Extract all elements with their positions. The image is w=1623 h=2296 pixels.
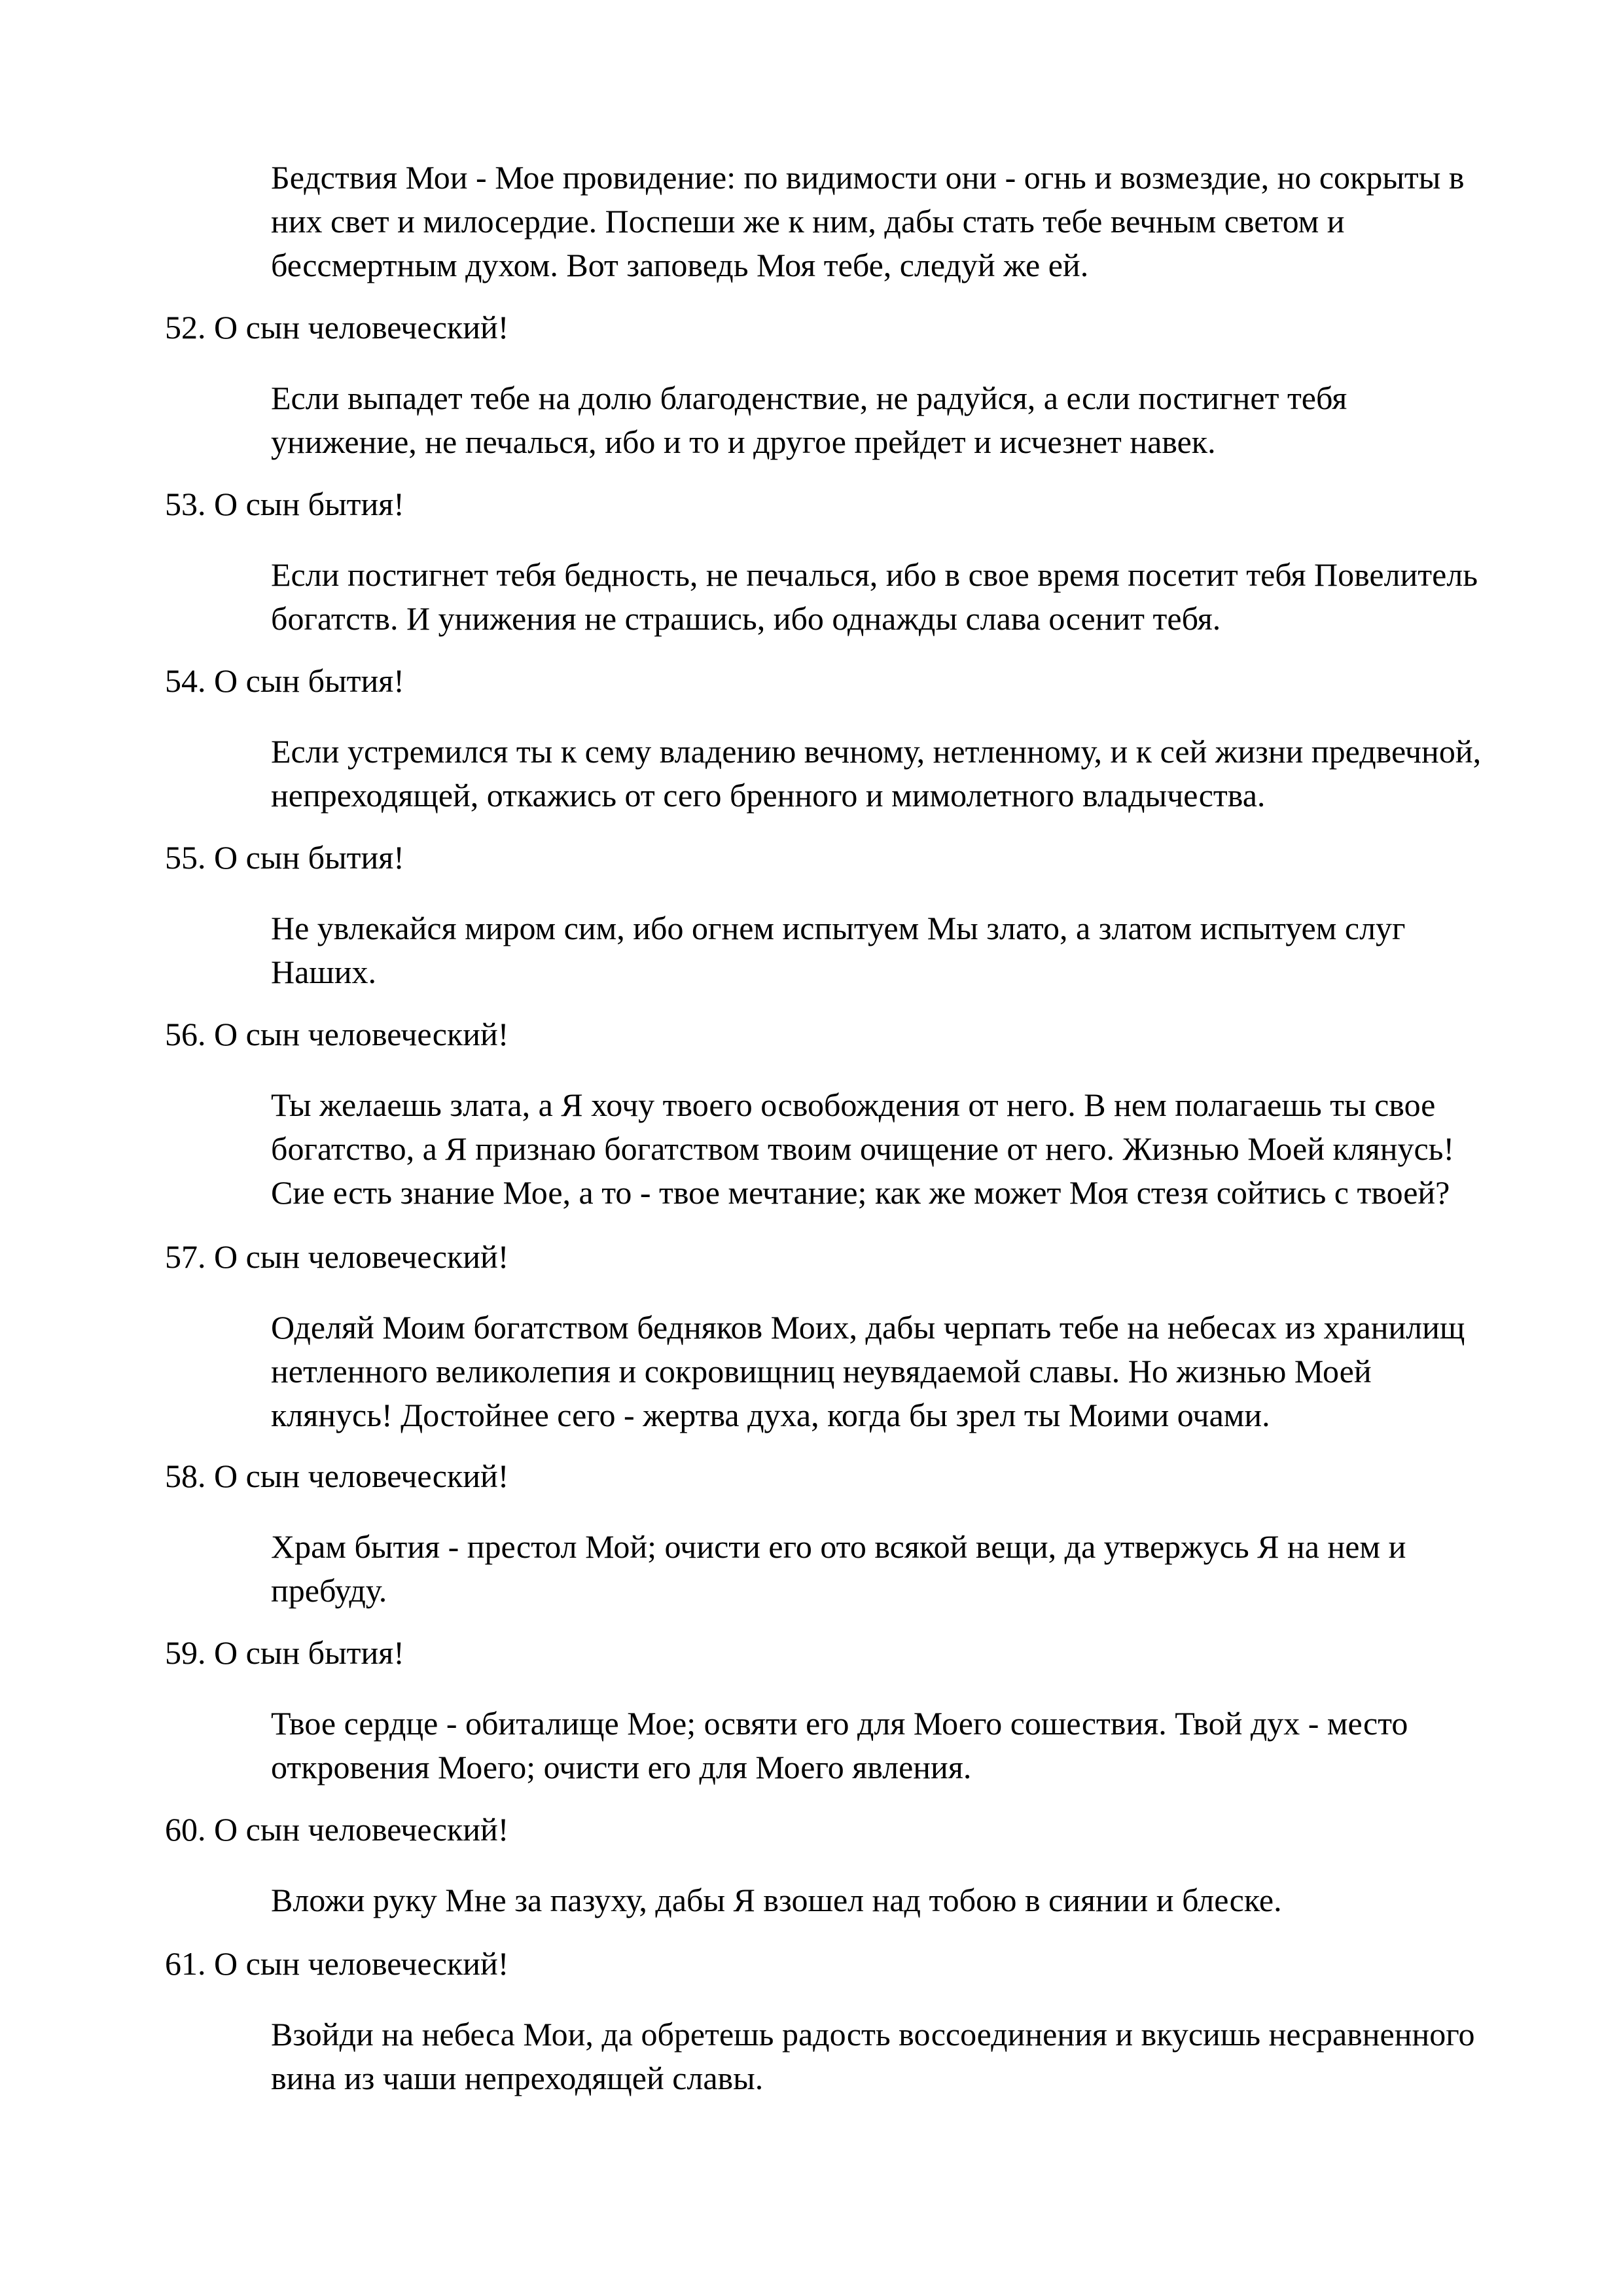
section-title: О сын человеческий! (214, 1238, 509, 1275)
section-title: О сын человеческий! (214, 1945, 509, 1982)
section-body-61 (271, 2013, 1606, 2100)
text-line: Вложи руку Мне за пазуху, дабы Я взошел над тобою в сиянии и блеске. (271, 1882, 1282, 1918)
section-heading-57 (165, 1237, 508, 1276)
section-heading-54 (165, 661, 404, 700)
text-line: Храм бытия - престол Мой; очисти его ото всякой вещи, да утвержусь Я на нем и (271, 1528, 1406, 1565)
text-line: бессмертным духом. Вот заповедь Моя тебе, следуй же ей. (271, 247, 1089, 283)
section-title: О сын бытия! (214, 486, 404, 522)
text-line: откровения Моего; очисти его для Моего явления. (271, 1749, 972, 1785)
section-heading-61 (165, 1944, 508, 1983)
text-line: клянусь! Достойнее сего - жертва духа, когда бы зрел ты Моими очами. (271, 1397, 1270, 1433)
section-body-55 (271, 906, 1606, 994)
section-number: 55. (165, 839, 206, 876)
section-title: О сын человеческий! (214, 1811, 509, 1848)
section-body-58 (271, 1525, 1606, 1613)
text-line: Наших. (271, 954, 377, 990)
intro-paragraph (271, 156, 1606, 287)
text-line: унижение, не печалься, ибо и то и другое прейдет и исчезнет навек. (271, 423, 1216, 460)
section-heading-59 (165, 1633, 404, 1672)
section-number: 53. (165, 486, 206, 522)
text-line: вина из чаши непреходящей славы. (271, 2060, 764, 2096)
section-title: О сын бытия! (214, 662, 404, 699)
text-line: непреходящей, откажись от сего бренного и мимолетного владычества. (271, 777, 1266, 814)
text-line: Взойди на небеса Мои, да обретешь радость воссоединения и вкусишь несравненного (271, 2016, 1475, 2053)
text-line: богатств. И унижения не страшись, ибо однажды слава осенит тебя. (271, 600, 1221, 637)
section-number: 58. (165, 1458, 206, 1494)
section-title: О сын человеческий! (214, 1016, 509, 1052)
section-number: 56. (165, 1016, 206, 1052)
section-heading-52 (165, 308, 508, 347)
section-body-57 (271, 1306, 1606, 1437)
section-title: О сын бытия! (214, 1634, 404, 1671)
section-heading-56 (165, 1014, 508, 1054)
section-body-53 (271, 553, 1606, 641)
text-line: Оделяй Моим богатством бедняков Моих, дабы черпать тебе на небесах из хранилищ (271, 1309, 1465, 1346)
section-title: О сын бытия! (214, 839, 404, 876)
text-line: Сие есть знание Мое, а то - твое мечтание; как же может Моя стезя сойтись с твоей? (271, 1174, 1450, 1211)
text-line: них свет и милосердие. Поспеши же к ним, дабы стать тебе вечным светом и (271, 203, 1345, 240)
section-number: 61. (165, 1945, 206, 1982)
text-line: Не увлекайся миром сим, ибо огнем испытуем Мы злато, а златом испытуем слуг (271, 910, 1406, 946)
text-line: Если выпадет тебе на долю благоденствие, не радуйся, а если постигнет тебя (271, 380, 1347, 416)
section-body-56 (271, 1083, 1606, 1215)
text-line: Твое сердце - обиталище Мое; освяти его для Моего сошествия. Твой дух - место (271, 1705, 1408, 1742)
section-number: 60. (165, 1811, 206, 1848)
section-number: 59. (165, 1634, 206, 1671)
section-body-59 (271, 1702, 1606, 1789)
section-heading-58 (165, 1456, 508, 1496)
section-number: 57. (165, 1238, 206, 1275)
section-title: О сын человеческий! (214, 1458, 509, 1494)
text-line: Ты желаешь злата, а Я хочу твоего освобождения от него. В нем полагаешь ты свое (271, 1086, 1436, 1123)
section-number: 54. (165, 662, 206, 699)
text-line: Если постигнет тебя бедность, не печалься, ибо в свое время посетит тебя Повелитель (271, 556, 1478, 593)
text-line: богатство, а Я признаю богатством твоим очищение от него. Жизнью Моей клянусь! (271, 1130, 1455, 1167)
text-line: Если устремился ты к сему владению вечному, нетленному, и к сей жизни предвечной, (271, 733, 1482, 770)
section-heading-53 (165, 484, 404, 524)
section-heading-60 (165, 1810, 508, 1849)
section-number: 52. (165, 309, 206, 346)
section-title: О сын человеческий! (214, 309, 509, 346)
text-line: Бедствия Мои - Мое провидение: по видимости они - огнь и возмездие, но сокрыты в (271, 159, 1465, 196)
section-body-60 (271, 1878, 1606, 1922)
text-line: пребуду. (271, 1572, 387, 1609)
section-body-52 (271, 376, 1606, 464)
text-line: нетленного великолепия и сокровищниц неувядаемой славы. Но жизнью Моей (271, 1353, 1372, 1390)
section-body-54 (271, 730, 1606, 817)
section-heading-55 (165, 838, 404, 877)
